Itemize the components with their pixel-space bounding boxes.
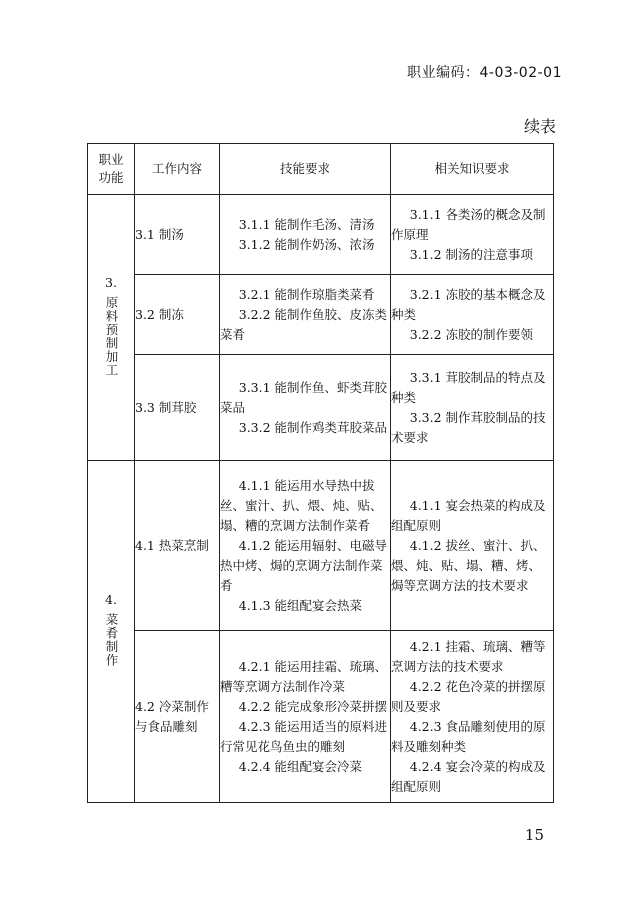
header-skills: 技能要求	[220, 144, 391, 195]
work-content-cell: 3.1 制汤	[135, 195, 220, 275]
knowledge-cell: 4.2.1 挂霜、琉璃、糟等烹调方法的技术要求 4.2.2 花色冷菜的拼摆原则及要求 4.2.3 食品雕刻使用的原料及雕刻种类 4.2.4 宴会冷菜的构成及组配原则	[391, 631, 554, 803]
table-header-row	[88, 144, 554, 195]
skills-cell: 4.1.1 能运用水导热中拔丝、蜜汁、扒、煨、炖、贴、塌、糟的烹调方法制作菜肴 4.1.2 能运用辐射、电磁导热中烤、焗的烹调方法制作菜肴 4.1.3 能组配宴会热菜	[220, 461, 391, 631]
skills-cell: 4.2.1 能运用挂霜、琉璃、糟等烹调方法制作冷菜 4.2.2 能完成象形冷菜拼摆 4.2.3 能运用适当的原料进行常见花鸟鱼虫的雕刻 4.2.4 能组配宴会冷菜	[220, 631, 391, 803]
table-row	[88, 355, 554, 461]
table-row	[88, 275, 554, 355]
header-knowledge: 相关知识要求	[391, 144, 554, 195]
knowledge-cell: 3.2.1 冻胶的基本概念及种类 3.2.2 冻胶的制作要领	[391, 275, 554, 355]
header-content: 工作内容	[135, 144, 220, 195]
occupation-code: 职业编码：4-03-02-01	[406, 65, 562, 81]
header-function: 职业功能	[88, 144, 135, 195]
table-row	[88, 461, 554, 631]
skills-cell: 3.1.1 能制作毛汤、清汤 3.1.2 能制作奶汤、浓汤	[220, 195, 391, 275]
work-content-cell: 4.1 热菜烹制	[135, 461, 220, 631]
work-content-cell: 3.3 制茸胶	[135, 355, 220, 461]
skills-cell: 3.2.1 能制作琼脂类菜肴 3.2.2 能制作鱼胶、皮冻类菜肴	[220, 275, 391, 355]
knowledge-cell: 3.1.1 各类汤的概念及制作原理 3.1.2 制汤的注意事项	[391, 195, 554, 275]
function-cell: 4. 菜肴制作	[88, 461, 135, 803]
knowledge-cell: 3.3.1 茸胶制品的特点及种类 3.3.2 制作茸胶制品的技术要求	[391, 355, 554, 461]
knowledge-cell: 4.1.1 宴会热菜的构成及组配原则 4.1.2 拔丝、蜜汁、扒、煨、炖、贴、塌、糟、烤、焗等烹调方法的技术要求	[391, 461, 554, 631]
skill-requirements-table	[87, 143, 554, 803]
table-row	[88, 631, 554, 803]
continued-label: 续表	[523, 117, 556, 136]
page-number: 15	[524, 826, 544, 844]
work-content-cell: 3.2 制冻	[135, 275, 220, 355]
skills-cell: 3.3.1 能制作鱼、虾类茸胶菜品 3.3.2 能制作鸡类茸胶菜品	[220, 355, 391, 461]
work-content-cell: 4.2 冷菜制作与食品雕刻	[135, 631, 220, 803]
function-cell: 3. 原料预制加工	[88, 195, 135, 461]
table-row	[88, 195, 554, 275]
